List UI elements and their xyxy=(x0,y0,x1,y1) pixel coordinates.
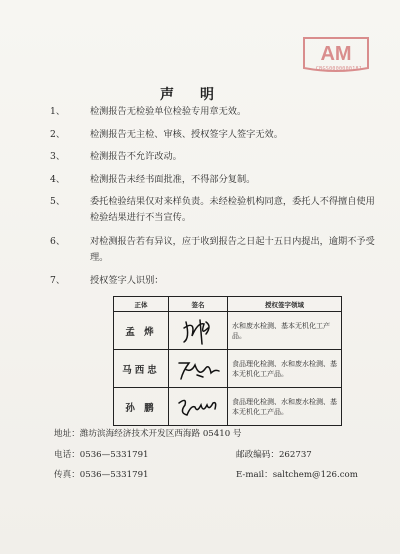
page-title: 声明 xyxy=(160,87,240,103)
statement-list xyxy=(50,104,380,296)
item-text: 委托检验结果仅对来样负责。未经检验机构同意，委托人不得擅自使用检验结果进行不当宣传。 xyxy=(90,196,375,223)
signatory-scope: 食品理化检测、水和废水检测、基本无机化工产品。 xyxy=(228,350,342,388)
logo-subtext: CBGS0000000181 xyxy=(315,66,363,72)
item-text: 检测报告不允许改动。 xyxy=(90,151,182,162)
table-row xyxy=(114,312,342,350)
signatory-scope: 食品理化检测、水和废水检测、基本无机化工产品。 xyxy=(228,388,342,426)
signature-cell xyxy=(169,388,228,426)
handwritten-signature-icon xyxy=(175,355,221,383)
handwritten-signature-icon xyxy=(175,393,221,421)
item-number: 2、 xyxy=(50,128,66,140)
item-text: 检测报告未经书面批准，不得部分复制。 xyxy=(90,173,256,185)
signatory-scope: 水和废水检测、基本无机化工产品。 xyxy=(228,312,342,350)
item-text: 检测报告无主检、审核、授权签字人签字无效。 xyxy=(90,128,283,140)
list-item xyxy=(50,127,380,142)
column-header: 签名 xyxy=(169,297,228,312)
list-item xyxy=(50,273,380,288)
table-header-row xyxy=(114,297,342,312)
column-header: 正体 xyxy=(114,297,169,312)
footer-address: 地址：潍坊滨海经济技术开发区西海路 05410 号 xyxy=(54,429,242,439)
item-number: 6、 xyxy=(50,235,66,247)
list-item xyxy=(50,172,380,187)
item-number: 1、 xyxy=(50,106,66,117)
logo-text: AM xyxy=(320,43,352,65)
list-item xyxy=(50,234,380,266)
item-number: 5、 xyxy=(50,196,66,207)
footer-postcode: 邮政编码：262737 xyxy=(236,450,312,460)
signature-cell xyxy=(169,312,228,350)
list-item xyxy=(50,194,380,226)
item-number: 7、 xyxy=(50,275,66,286)
signatory-table xyxy=(113,296,342,426)
list-item xyxy=(50,104,380,119)
handwritten-signature-icon xyxy=(178,316,218,346)
table-row xyxy=(114,388,342,426)
item-text: 授权签字人识别： xyxy=(90,275,164,286)
table-row xyxy=(114,350,342,388)
item-text: 检测报告无检验单位检验专用章无效。 xyxy=(90,106,247,117)
signatory-name: 孙 鹏 xyxy=(114,388,169,426)
column-header: 授权签字领域 xyxy=(228,297,342,312)
item-text: 对检测报告若有异议，应于收到报告之日起十五日内提出，逾期不予受理。 xyxy=(90,235,375,263)
footer-phone: 电话：0536—5331791 xyxy=(54,450,149,460)
item-number: 3、 xyxy=(50,151,66,162)
item-number: 4、 xyxy=(50,173,66,185)
footer-fax: 传真：0536—5331791 xyxy=(54,470,149,480)
signature-cell xyxy=(169,350,228,388)
footer-email: E-mail：saltchem@126.com xyxy=(236,470,358,480)
am-logo-icon xyxy=(298,34,374,80)
list-item xyxy=(50,149,380,164)
signatory-name: 孟 烨 xyxy=(114,312,169,350)
signatory-name: 马西忠 xyxy=(114,350,169,388)
